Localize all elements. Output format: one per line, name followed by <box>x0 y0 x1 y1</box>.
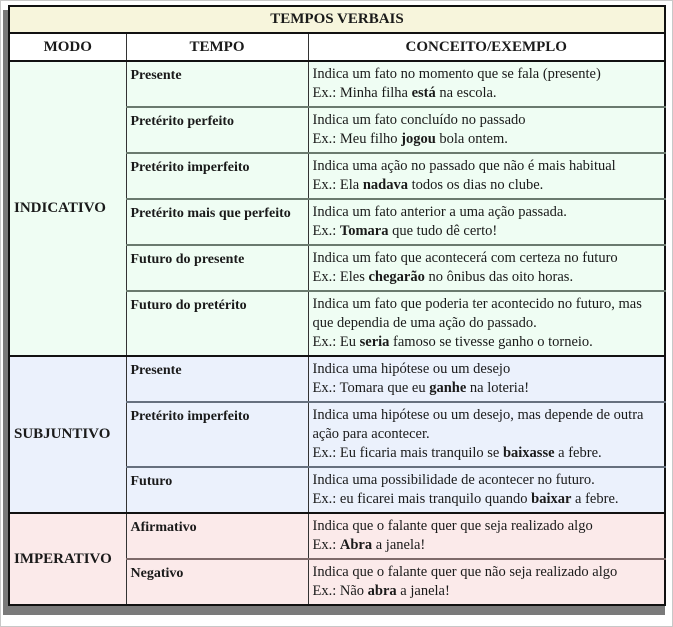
example-text <box>313 84 661 103</box>
concept-text: Indica uma hipótese ou um desejo, mas depende de outra ação para acontecer. <box>312 407 644 442</box>
example-post: na escola. <box>435 85 497 101</box>
example-post: no ônibus das oito horas. <box>424 269 574 285</box>
tense-description <box>308 356 665 402</box>
concept-text: Indica que o falante quer que não seja realizado algo <box>312 564 618 580</box>
example-verb: ganhe <box>429 380 467 396</box>
header-conceito: CONCEITO/EXEMPLO <box>308 33 665 61</box>
example-text <box>313 379 661 398</box>
example-post: a janela! <box>396 583 450 599</box>
tense-label: Pretérito perfeito <box>126 107 308 153</box>
example-post: a febre. <box>571 491 619 507</box>
example-post: que tudo dê certo! <box>388 223 498 239</box>
example-pre: Ex.: Minha filha <box>312 85 412 101</box>
example-text <box>313 536 661 555</box>
example-verb: baixar <box>531 491 572 507</box>
example-pre: Ex.: <box>312 537 340 553</box>
table-row <box>9 356 665 402</box>
concept-text: Indica que o falante quer que seja realizado algo <box>312 518 593 534</box>
concept-text: Indica um fato anterior a uma ação passada. <box>312 204 567 220</box>
example-post: na loteria! <box>466 380 530 396</box>
example-post: famoso se tivesse ganho o torneio. <box>389 334 593 350</box>
tense-description <box>308 61 665 107</box>
tense-label: Pretérito imperfeito <box>126 153 308 199</box>
concept-text: Indica uma possibilidade de acontecer no futuro. <box>312 472 595 488</box>
tense-label: Presente <box>126 61 308 107</box>
concept-text: Indica um fato que poderia ter acontecido no futuro, mas que dependia de uma ação do passado. <box>312 296 642 331</box>
table-row <box>9 513 665 559</box>
tense-description <box>308 107 665 153</box>
tense-label: Futuro do presente <box>126 245 308 291</box>
concept-text: Indica um fato concluído no passado <box>312 112 526 128</box>
tense-description <box>308 559 665 605</box>
example-text <box>313 222 661 241</box>
verb-tenses-table <box>8 5 666 606</box>
tense-label: Pretérito mais que perfeito <box>126 199 308 245</box>
example-verb: nadava <box>362 177 408 193</box>
header-tempo: TEMPO <box>126 33 308 61</box>
example-text <box>313 130 661 149</box>
concept-text: Indica uma ação no passado que não é mais habitual <box>312 158 616 174</box>
example-pre: Ex.: <box>312 223 340 239</box>
tense-label: Afirmativo <box>126 513 308 559</box>
example-post: a janela! <box>372 537 426 553</box>
example-pre: Ex.: Eu <box>312 334 360 350</box>
example-verb: Abra <box>339 537 373 553</box>
tense-description <box>308 513 665 559</box>
example-pre: Ex.: Tomara que eu <box>312 380 430 396</box>
mood-group-subjuntivo <box>9 356 665 513</box>
tense-description <box>308 402 665 467</box>
example-text <box>313 444 661 463</box>
example-post: bola ontem. <box>435 131 508 147</box>
example-pre: Ex.: Eu ficaria mais tranquilo se <box>312 445 503 461</box>
example-text <box>313 176 661 195</box>
example-text <box>313 268 661 287</box>
example-pre: Ex.: Eles <box>312 269 369 285</box>
concept-text: Indica um fato que acontecerá com certeza no futuro <box>312 250 618 266</box>
tense-label: Presente <box>126 356 308 402</box>
header-row <box>9 33 665 61</box>
example-verb: Tomara <box>339 223 389 239</box>
mood-group-indicativo <box>9 61 665 356</box>
tense-description <box>308 291 665 356</box>
verb-tenses-table-container <box>8 5 664 606</box>
tense-label: Negativo <box>126 559 308 605</box>
tense-label: Futuro <box>126 467 308 513</box>
mood-label: INDICATIVO <box>9 61 126 356</box>
concept-text: Indica um fato no momento que se fala (presente) <box>312 66 601 82</box>
example-verb: jogou <box>401 131 436 147</box>
example-verb: abra <box>367 583 397 599</box>
concept-text: Indica uma hipótese ou um desejo <box>312 361 511 377</box>
tense-description <box>308 153 665 199</box>
mood-group-imperativo <box>9 513 665 605</box>
example-verb: baixasse <box>502 445 555 461</box>
example-text <box>313 582 661 601</box>
tense-description <box>308 467 665 513</box>
mood-label: SUBJUNTIVO <box>9 356 126 513</box>
tense-label: Futuro do pretérito <box>126 291 308 356</box>
example-post: todos os dias no clube. <box>407 177 544 193</box>
tense-description <box>308 199 665 245</box>
header-modo: MODO <box>9 33 126 61</box>
example-text <box>313 333 661 352</box>
mood-label: IMPERATIVO <box>9 513 126 605</box>
tense-description <box>308 245 665 291</box>
example-pre: Ex.: Não <box>312 583 368 599</box>
title-row <box>9 6 665 33</box>
example-post: a febre. <box>554 445 602 461</box>
tense-label: Pretérito imperfeito <box>126 402 308 467</box>
example-pre: Ex.: eu ficarei mais tranquilo quando <box>312 491 532 507</box>
example-verb: está <box>411 85 436 101</box>
example-pre: Ex.: Meu filho <box>312 131 402 147</box>
example-text <box>313 490 661 509</box>
example-pre: Ex.: Ela <box>312 177 363 193</box>
table-row <box>9 61 665 107</box>
table-title: TEMPOS VERBAIS <box>9 6 665 33</box>
example-verb: seria <box>359 334 390 350</box>
example-verb: chegarão <box>368 269 425 285</box>
